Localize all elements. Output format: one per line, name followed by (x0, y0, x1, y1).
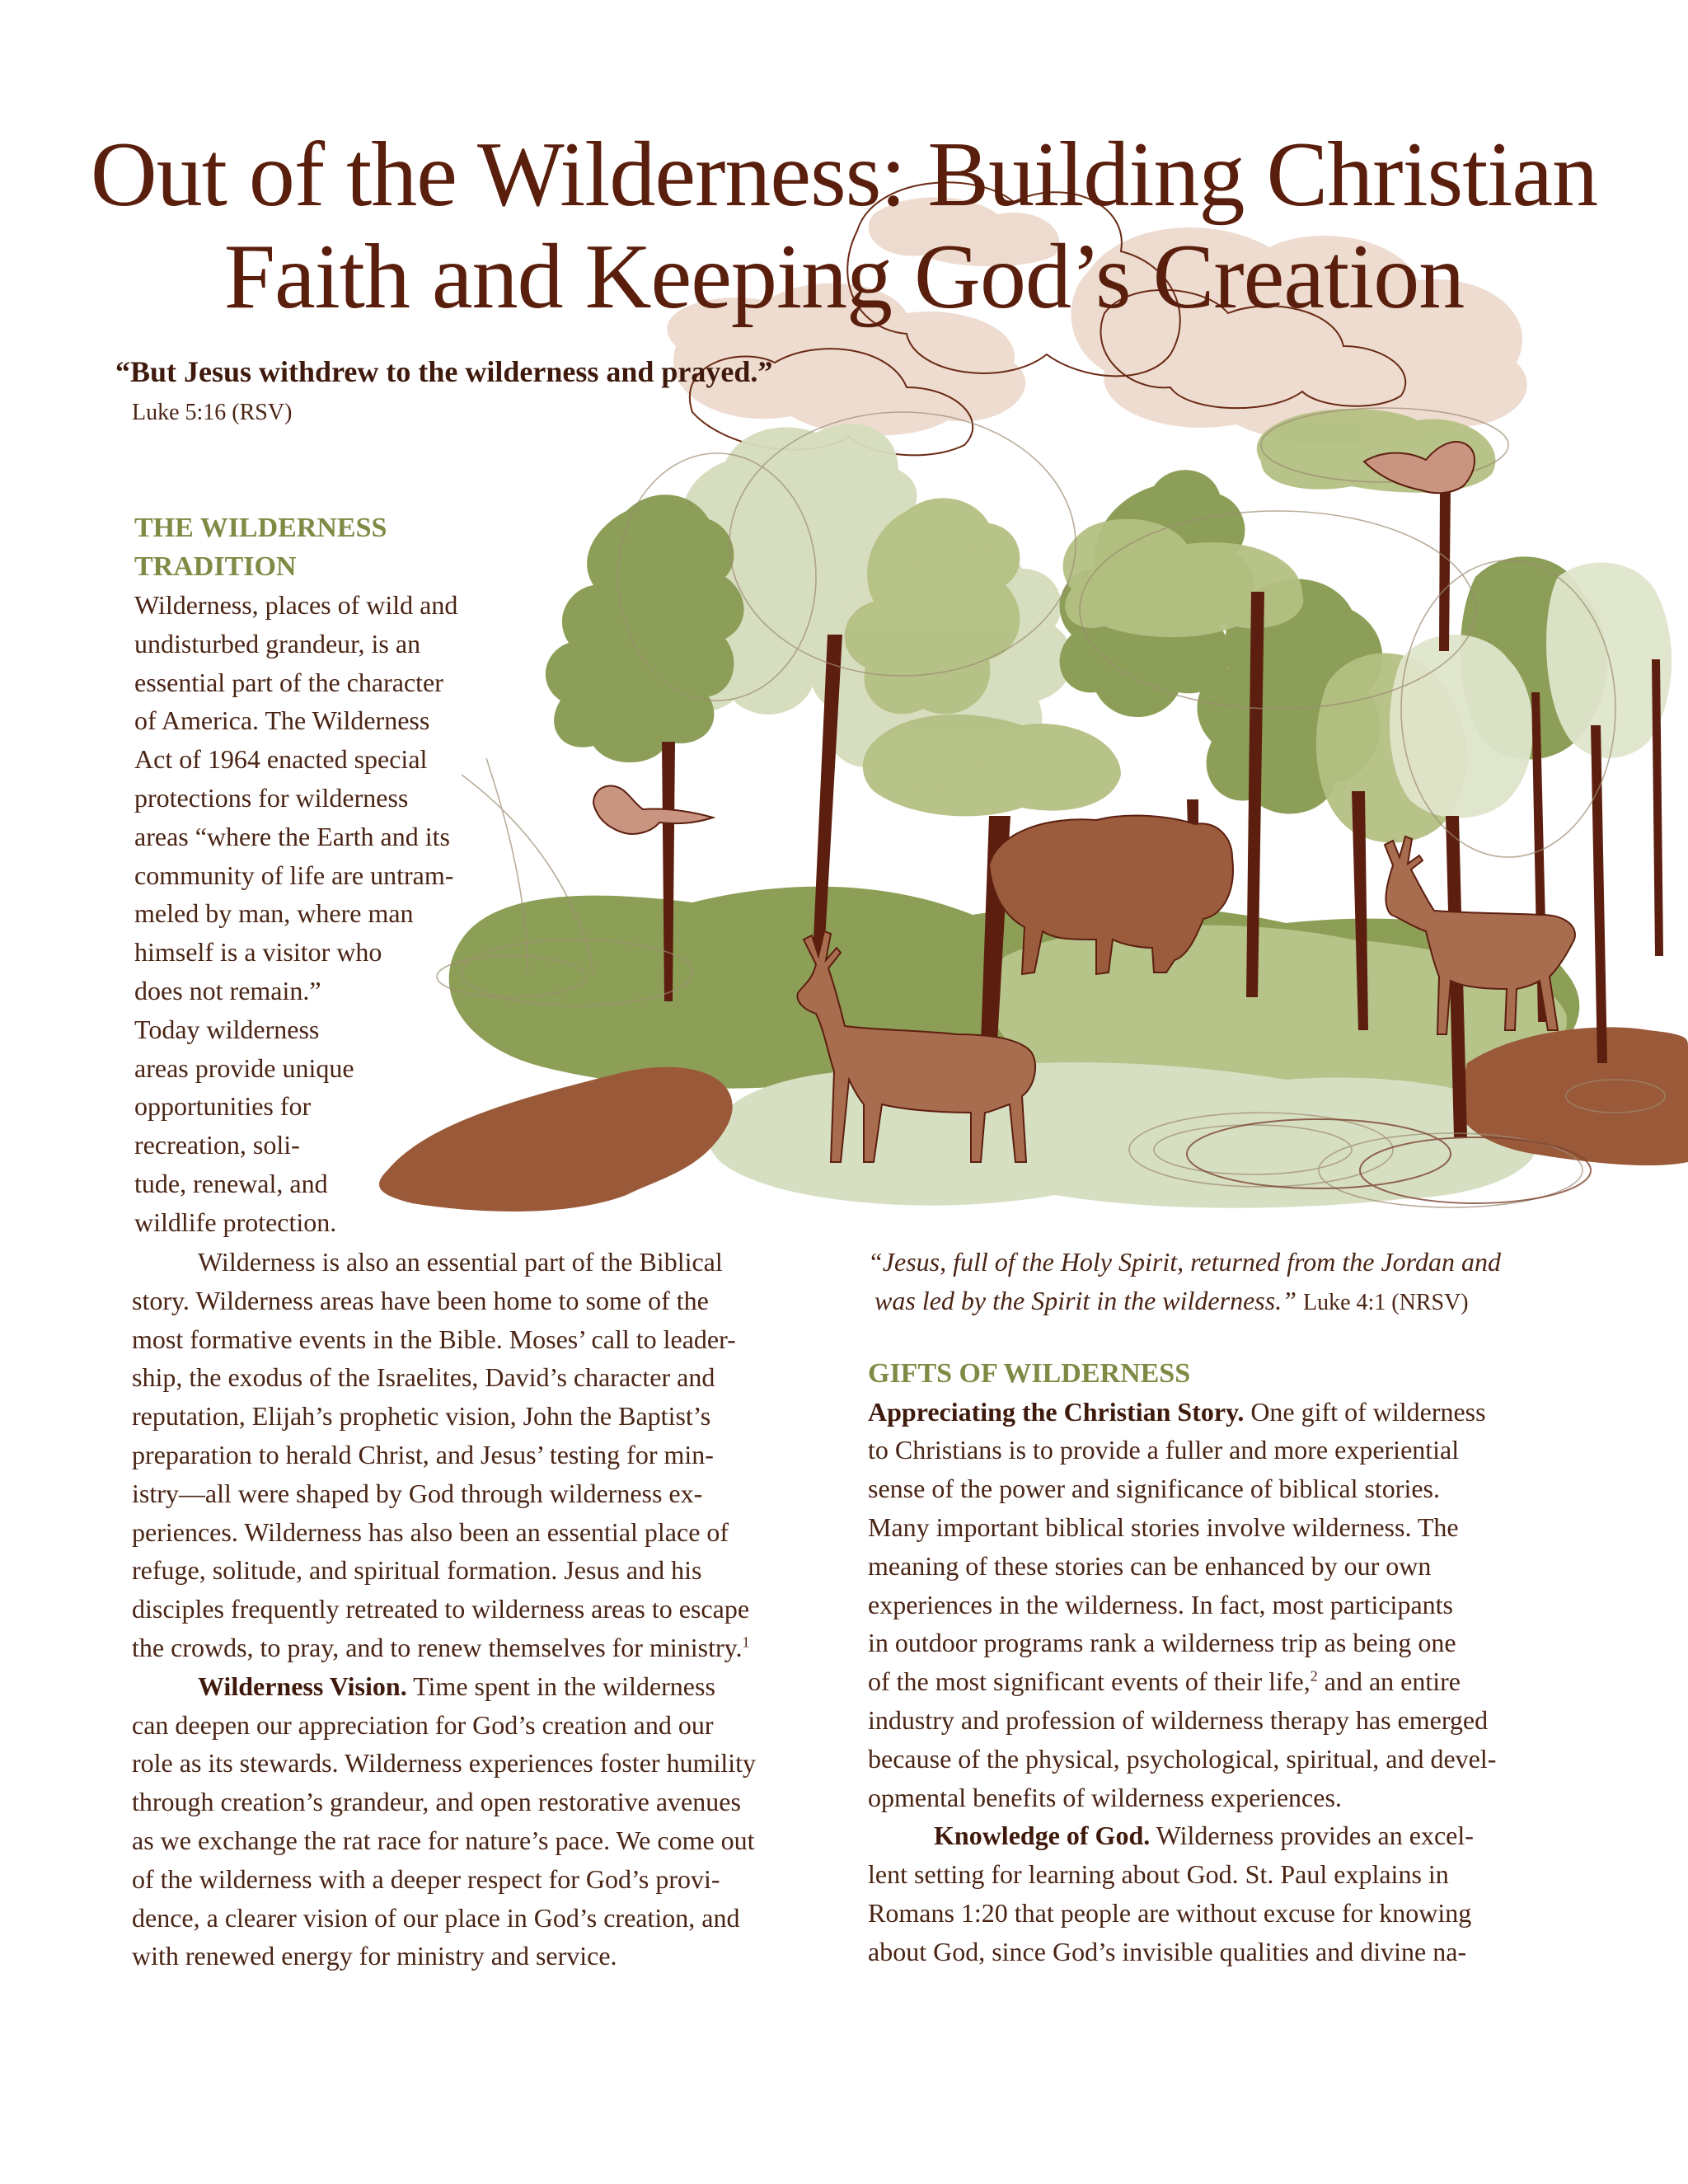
text-line: tude, renewal, and (134, 1168, 328, 1198)
text-line: experiences in the wilderness. In fact, most participants (868, 1589, 1453, 1619)
footnote-marker: 1 (742, 1633, 750, 1651)
text-line: industry and profession of wilderness therapy has emerged (868, 1704, 1489, 1735)
text-line: reputation, Elijah’s prophetic vision, John the Baptist’s (132, 1401, 711, 1432)
text-line: meled by man, where man (134, 898, 414, 929)
section-heading-gifts: GIFTS OF WILDERNESS (868, 1357, 1191, 1389)
text-line: because of the physical, psychological, spiritual, and devel- (868, 1743, 1497, 1774)
heading-line-1: THE WILDERNESS (134, 513, 387, 543)
run-in-heading: Knowledge of God. (934, 1821, 1151, 1851)
text-line: in outdoor programs rank a wilderness trip as being one (868, 1628, 1456, 1658)
text-line: Act of 1964 enacted special (134, 744, 428, 775)
text-line: most formative events in the Bible. Moses’ call to leader- (132, 1324, 736, 1354)
text-line: can deepen our appreciation for God’s creation and our (132, 1709, 714, 1740)
intro-paragraph (134, 586, 596, 1242)
epigraph-citation: Luke 5:16 (RSV) (132, 400, 293, 425)
text-line: essential part of the character (134, 667, 443, 697)
text-line: Today wilderness (134, 1014, 320, 1044)
luke-quote-citation: Luke 4:1 (NRSV) (1302, 1289, 1469, 1315)
run-in-heading: Wilderness Vision. (198, 1671, 407, 1701)
text-line: meaning of these stories can be enhanced by our own (868, 1550, 1432, 1581)
text-line: story. Wilderness areas have been home to some of the (132, 1285, 709, 1315)
text-line: of the most significant events of their life,$^2$ and an entire (868, 1666, 1461, 1697)
text-line: opportunities for (134, 1091, 312, 1122)
text-line: Knowledge of God. Wilderness provides an excel- (934, 1821, 1474, 1851)
text-line: refuge, solitude, and spiritual formation. Jesus and his (132, 1555, 702, 1586)
text-line: ship, the exodus of the Israelites, David’s character and (132, 1362, 715, 1393)
text-line: community of life are untram- (134, 860, 454, 890)
text-line: opmental benefits of wilderness experiences. (868, 1782, 1342, 1812)
text-line: Many important biblical stories involve wilderness. The (868, 1511, 1459, 1542)
text-line: does not remain.” (134, 975, 321, 1005)
text-line: himself is a visitor who (134, 937, 382, 968)
text-line: areas “where the Earth and its (134, 821, 450, 851)
run-in-heading: Appreciating the Christian Story. (868, 1396, 1245, 1427)
title-line-2: Faith and Keeping God’s Creation (223, 226, 1465, 328)
text-line: dence, a clearer vision of our place in God’s creation, and (132, 1902, 740, 1933)
text-line: as we exchange the rat race for nature’s pace. We come out (132, 1825, 755, 1855)
text-line: Wilderness Vision. Time spent in the wilderness (198, 1671, 715, 1701)
paragraph-knowledge-of-god (868, 1816, 1552, 1971)
text-line: disciples frequently retreated to wilderness areas to escape (132, 1594, 750, 1624)
paragraph-wilderness-vision (132, 1667, 791, 1975)
right-column (868, 1243, 1552, 1971)
text-line: recreation, soli- (134, 1130, 300, 1160)
text-line: Appreciating the Christian Story. One gift of wilderness (868, 1396, 1486, 1427)
title-line-1: Out of the Wilderness: Building Christian (90, 124, 1598, 226)
heading-line-2: TRADITION (134, 551, 297, 582)
text-line: to Christians is to provide a fuller and more experiential (868, 1435, 1460, 1465)
text-line: role as its stewards. Wilderness experiences foster humility (132, 1748, 757, 1779)
text-line: of the wilderness with a deeper respect for God’s provi- (132, 1863, 720, 1894)
text-line: sense of the power and significance of biblical stories. (868, 1474, 1440, 1504)
text-line: lent setting for learning about God. St. Paul explains in (868, 1859, 1449, 1890)
text-line: istry—all were shaped by God through wilderness ex- (132, 1478, 703, 1508)
text-line: with renewed energy for ministry and service. (132, 1941, 617, 1971)
epigraph-quote: “But Jesus withdrew to the wilderness and prayed.” (115, 355, 773, 388)
text-line: the crowds, to pray, and to renew themselves for ministry.$^1$ (132, 1632, 750, 1662)
luke-quote-line-2: was led by the Spirit in the wilderness.” (874, 1285, 1296, 1315)
text-line: through creation’s grandeur, and open restorative avenues (132, 1787, 741, 1817)
luke-quote (868, 1243, 1552, 1323)
text-line: Wilderness is also an essential part of the Biblical (198, 1247, 723, 1277)
text-line: periences. Wilderness has also been an essential place of (132, 1516, 729, 1547)
text-line: areas provide unique (134, 1052, 354, 1083)
page-title (49, 124, 1639, 328)
section-heading-wilderness-tradition (134, 509, 596, 586)
text-line: wildlife protection. (134, 1207, 337, 1237)
paragraph-biblical-story (132, 1243, 791, 1667)
text-line: of America. The Wilderness (134, 705, 430, 736)
text-line: preparation to herald Christ, and Jesus’ testing for min- (132, 1439, 714, 1469)
text-line: undisturbed grandeur, is an (134, 628, 421, 658)
text-line: about God, since God’s invisible qualities and divine na- (868, 1936, 1467, 1966)
intro-column (134, 509, 596, 1242)
left-column (132, 1243, 791, 1975)
text-line: Wilderness, places of wild and (134, 590, 458, 620)
luke-quote-line-1: “Jesus, full of the Holy Spirit, returned from the Jordan and (868, 1247, 1501, 1277)
paragraph-christian-story (868, 1393, 1552, 1817)
text-line: Romans 1:20 that people are without excuse for knowing (868, 1897, 1472, 1928)
text-line: protections for wilderness (134, 782, 409, 813)
footnote-marker: 2 (1310, 1667, 1318, 1685)
